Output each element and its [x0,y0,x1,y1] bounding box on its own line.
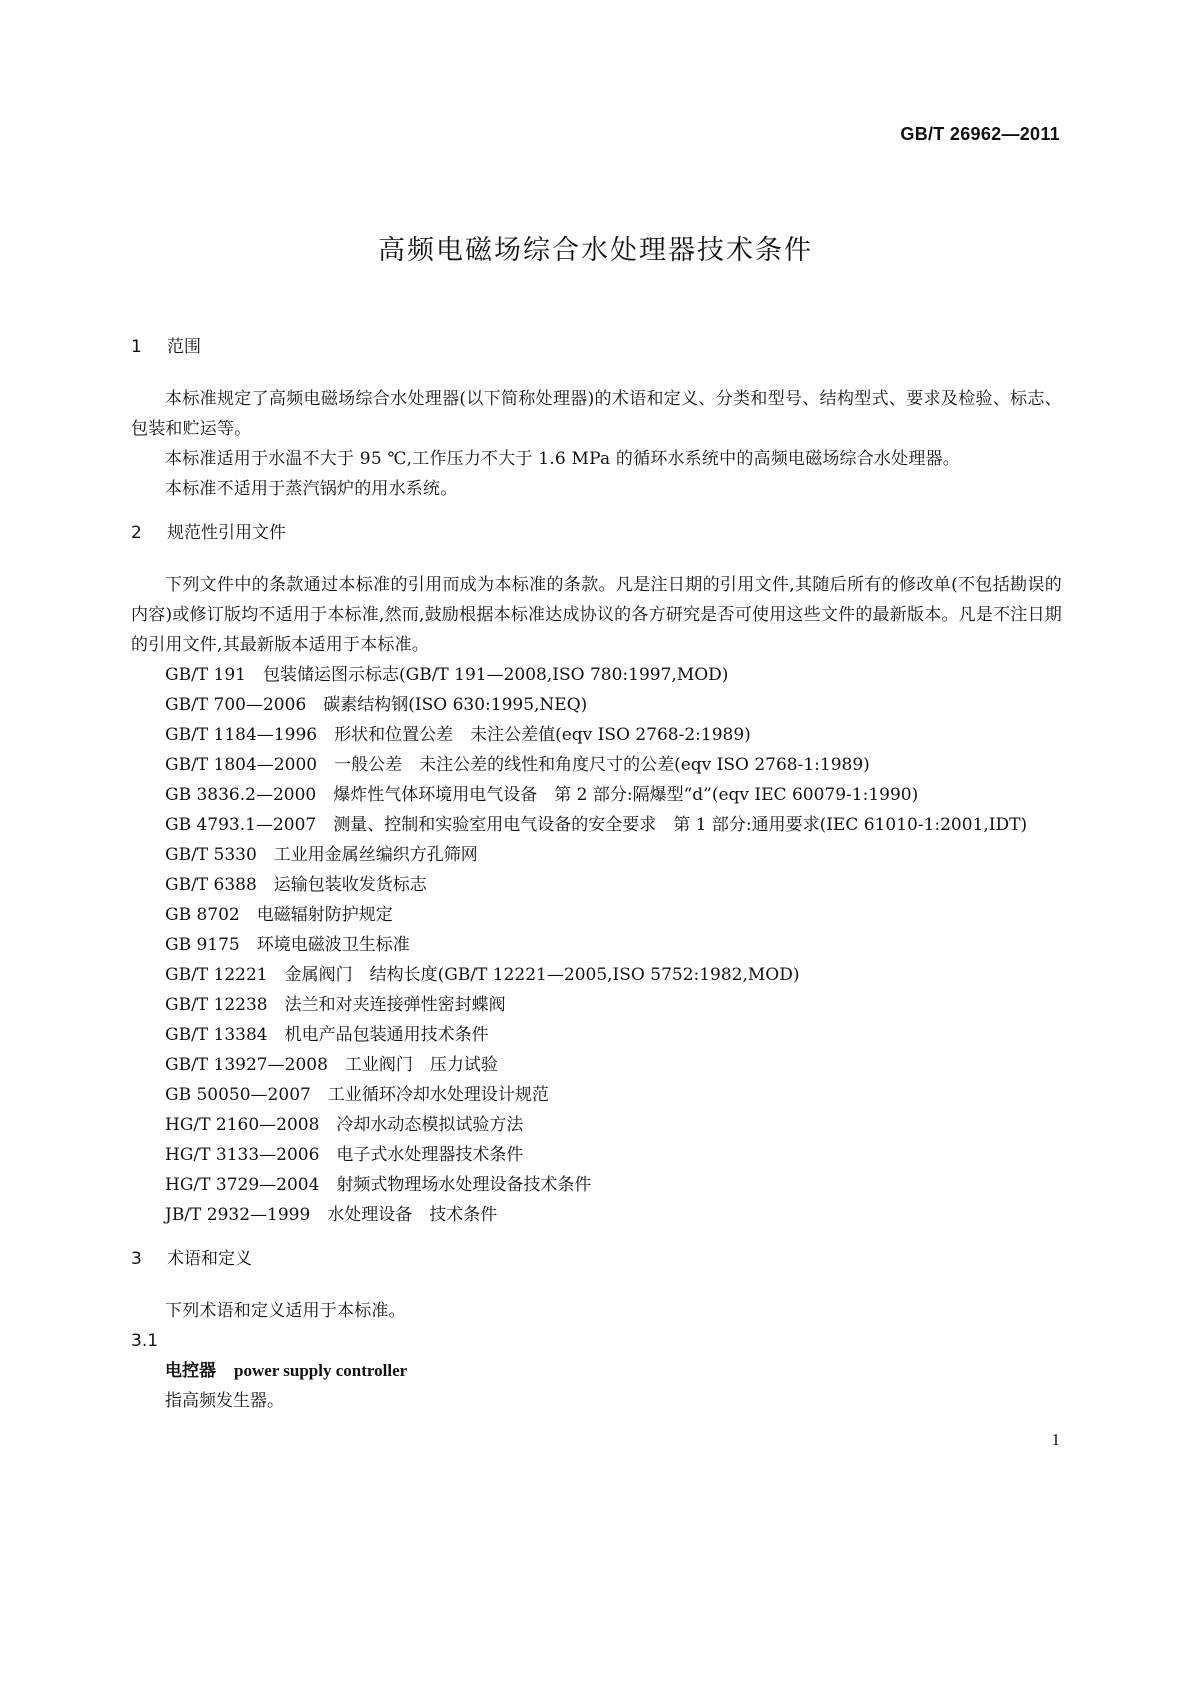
reference-item: GB/T 13927—2008 工业阀门 压力试验 [165,1055,498,1075]
paragraph: 下列文件中的条款通过本标准的引用而成为本标准的条款。凡是注日期的引用文件,其随后所有的修改单(不包括勘误的内容)或修订版均不适用于本标准,然而,鼓励根据本标准达成协议的各方研究是否可使用这些文件的最新版本。凡是不注日期的引用文件,其最新版本适用于本标准。 [131,575,1062,655]
term-chinese: 电控器 [165,1361,216,1381]
reference-item: GB/T 12238 法兰和对夹连接弹性密封蝶阀 [165,995,506,1015]
reference-item: GB/T 1184—1996 形状和位置公差 未注公差值(eqv ISO 2768-2:1989) [165,725,751,745]
term-definition: 指高频发生器。 [165,1391,284,1411]
document-body [131,336,1062,1416]
section-title: 术语和定义 [167,1249,252,1269]
reference-item: GB 3836.2—2000 爆炸性气体环境用电气设备 第 2 部分:隔爆型“d”(eqv IEC 60079-1:1990) [165,785,919,805]
paragraph: 本标准不适用于蒸汽锅炉的用水系统。 [165,479,458,499]
reference-item: HG/T 2160—2008 冷却水动态模拟试验方法 [165,1115,524,1135]
section-3-heading [131,1248,1062,1270]
reference-item: GB 9175 环境电磁波卫生标准 [165,935,410,955]
subsection-number: 3.1 [131,1331,159,1351]
reference-item: GB/T 1804—2000 一般公差 未注公差的线性和角度尺寸的公差(eqv ISO 2768-1:1989) [165,755,870,775]
section-title: 范围 [167,337,201,357]
section-number: 1 [131,337,142,357]
reference-item: HG/T 3729—2004 射频式物理场水处理设备技术条件 [165,1175,592,1195]
reference-item: GB/T 12221 金属阀门 结构长度(GB/T 12221—2005,ISO 5752:1982,MOD) [165,965,800,985]
section-number: 2 [131,523,142,543]
page-number: 1 [1051,1430,1060,1449]
reference-item: GB/T 13384 机电产品包装通用技术条件 [165,1025,489,1045]
paragraph: 本标准适用于水温不大于 95 ℃,工作压力不大于 1.6 MPa 的循环水系统中的高频电磁场综合水处理器。 [165,449,960,469]
reference-item: GB/T 5330 工业用金属丝编织方孔筛网 [165,845,478,865]
paragraph: 下列术语和定义适用于本标准。 [165,1301,406,1321]
section-2-heading [131,522,1062,544]
reference-item: GB/T 700—2006 碳素结构钢(ISO 630:1995,NEQ) [165,695,588,715]
reference-item: GB/T 191 包装储运图示标志(GB/T 191—2008,ISO 780:1997,MOD) [165,665,729,685]
reference-item: JB/T 2932—1999 水处理设备 技术条件 [165,1205,498,1225]
section-title: 规范性引用文件 [167,523,286,543]
term-entry [131,1356,1062,1386]
reference-item: GB/T 6388 运输包装收发货标志 [165,875,427,895]
document-title: 高频电磁场综合水处理器技术条件 [378,235,813,266]
reference-item: GB 50050—2007 工业循环冷却水处理设计规范 [165,1085,549,1105]
section-number: 3 [131,1249,142,1269]
reference-item: HG/T 3133—2006 电子式水处理器技术条件 [165,1145,524,1165]
standard-code: GB/T 26962—2011 [900,124,1060,144]
reference-item: GB 4793.1—2007 测量、控制和实验室用电气设备的安全要求 第 1 部分:通用要求(IEC 61010-1:2001,IDT) [165,815,1028,835]
term-english: power supply controller [234,1361,408,1380]
paragraph: 本标准规定了高频电磁场综合水处理器(以下简称处理器)的术语和定义、分类和型号、结构型式、要求及检验、标志、包装和贮运等。 [131,389,1062,439]
section-1-heading [131,336,1062,358]
reference-item: GB 8702 电磁辐射防护规定 [165,905,393,925]
